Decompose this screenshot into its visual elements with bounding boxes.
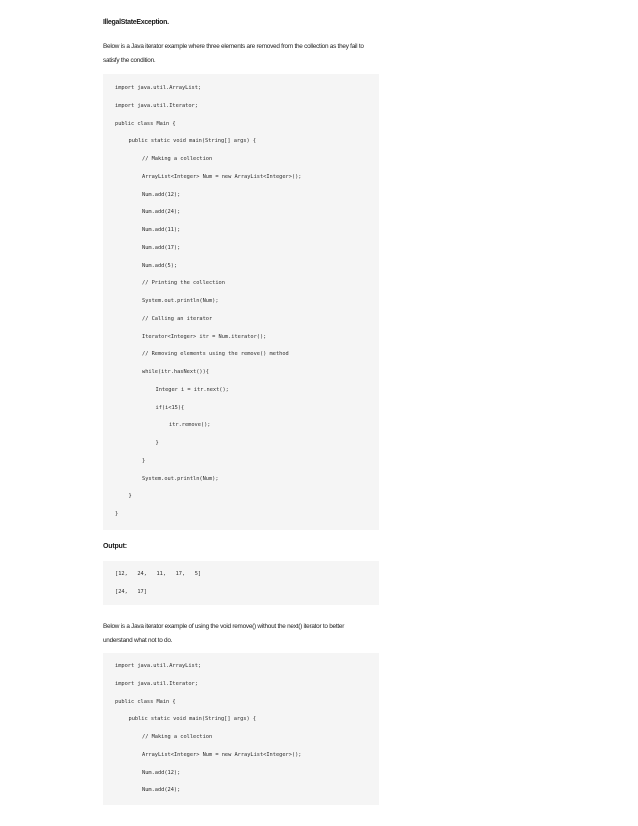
code-line: itr.remove(); <box>169 422 211 429</box>
code-line: // Printing the collection <box>142 280 225 287</box>
intro-paragraph <box>103 40 383 68</box>
output-lines <box>103 561 379 605</box>
code-line: // Calling an iterator <box>142 315 213 322</box>
intro-paragraph-line: Below is a Java iterator example where three elements are removed from the collection as they fail to <box>103 43 364 50</box>
second-paragraph <box>103 620 383 648</box>
code-line: [12, 24, 11, 17, 5] <box>115 571 202 577</box>
second-paragraph-line: Below is a Java iterator example of using the void remove() without the next() iterator to better <box>103 623 345 630</box>
code-line: import java.util.Iterator; <box>115 102 198 109</box>
code-line: Num.add(12); <box>142 769 181 776</box>
code-line: if(i<15){ <box>155 404 185 411</box>
second-paragraph-line: understand what not to do. <box>103 637 173 644</box>
section-title: IllegalStateException. <box>103 19 169 26</box>
code-line: Num.add(12); <box>142 191 181 198</box>
code-line: ArrayList<Integer> Num = new ArrayList<Integer>(); <box>142 751 302 758</box>
code-line: Num.add(11); <box>142 227 181 233</box>
code-line: Num.add(17); <box>142 244 181 251</box>
output-block <box>103 561 379 605</box>
code-line: public static void main(String[] args) { <box>128 138 257 145</box>
code-line: } <box>115 511 119 517</box>
code-line: import java.util.ArrayList; <box>115 663 202 669</box>
code-block <box>103 74 379 530</box>
code-line: public class Main { <box>115 698 176 705</box>
code-lines <box>103 653 379 805</box>
intro-paragraph-line: satisfy the condition. <box>103 57 156 64</box>
code-lines <box>103 74 379 530</box>
code-line: Num.add(24); <box>142 209 181 216</box>
code-line: public class Main { <box>115 120 176 127</box>
code-line: Integer i = itr.next(); <box>155 386 229 393</box>
output-heading: Output: <box>103 543 127 550</box>
code-line: Iterator<Integer> itr = Num.iterator(); <box>142 333 267 340</box>
code-line: Num.add(24); <box>142 787 181 794</box>
code-line: System.out.println(Num); <box>142 475 219 482</box>
code-block-second <box>103 653 379 805</box>
code-line: Num.add(5); <box>142 262 178 269</box>
code-line: while(itr.hasNext()){ <box>142 369 209 375</box>
code-line: // Making a collection <box>142 734 213 740</box>
code-line: // Removing elements using the remove() method <box>142 351 289 358</box>
code-line: ArrayList<Integer> Num = new ArrayList<Integer>(); <box>142 173 302 180</box>
code-line: import java.util.Iterator; <box>115 680 198 687</box>
code-line: } <box>128 493 132 500</box>
code-line: // Making a collection <box>142 156 213 162</box>
code-line: import java.util.ArrayList; <box>115 85 202 91</box>
code-line: } <box>155 440 159 446</box>
code-line: [24, 17] <box>115 588 147 595</box>
code-line: System.out.println(Num); <box>142 298 219 304</box>
code-line: } <box>142 457 146 464</box>
code-line: public static void main(String[] args) { <box>128 716 257 723</box>
